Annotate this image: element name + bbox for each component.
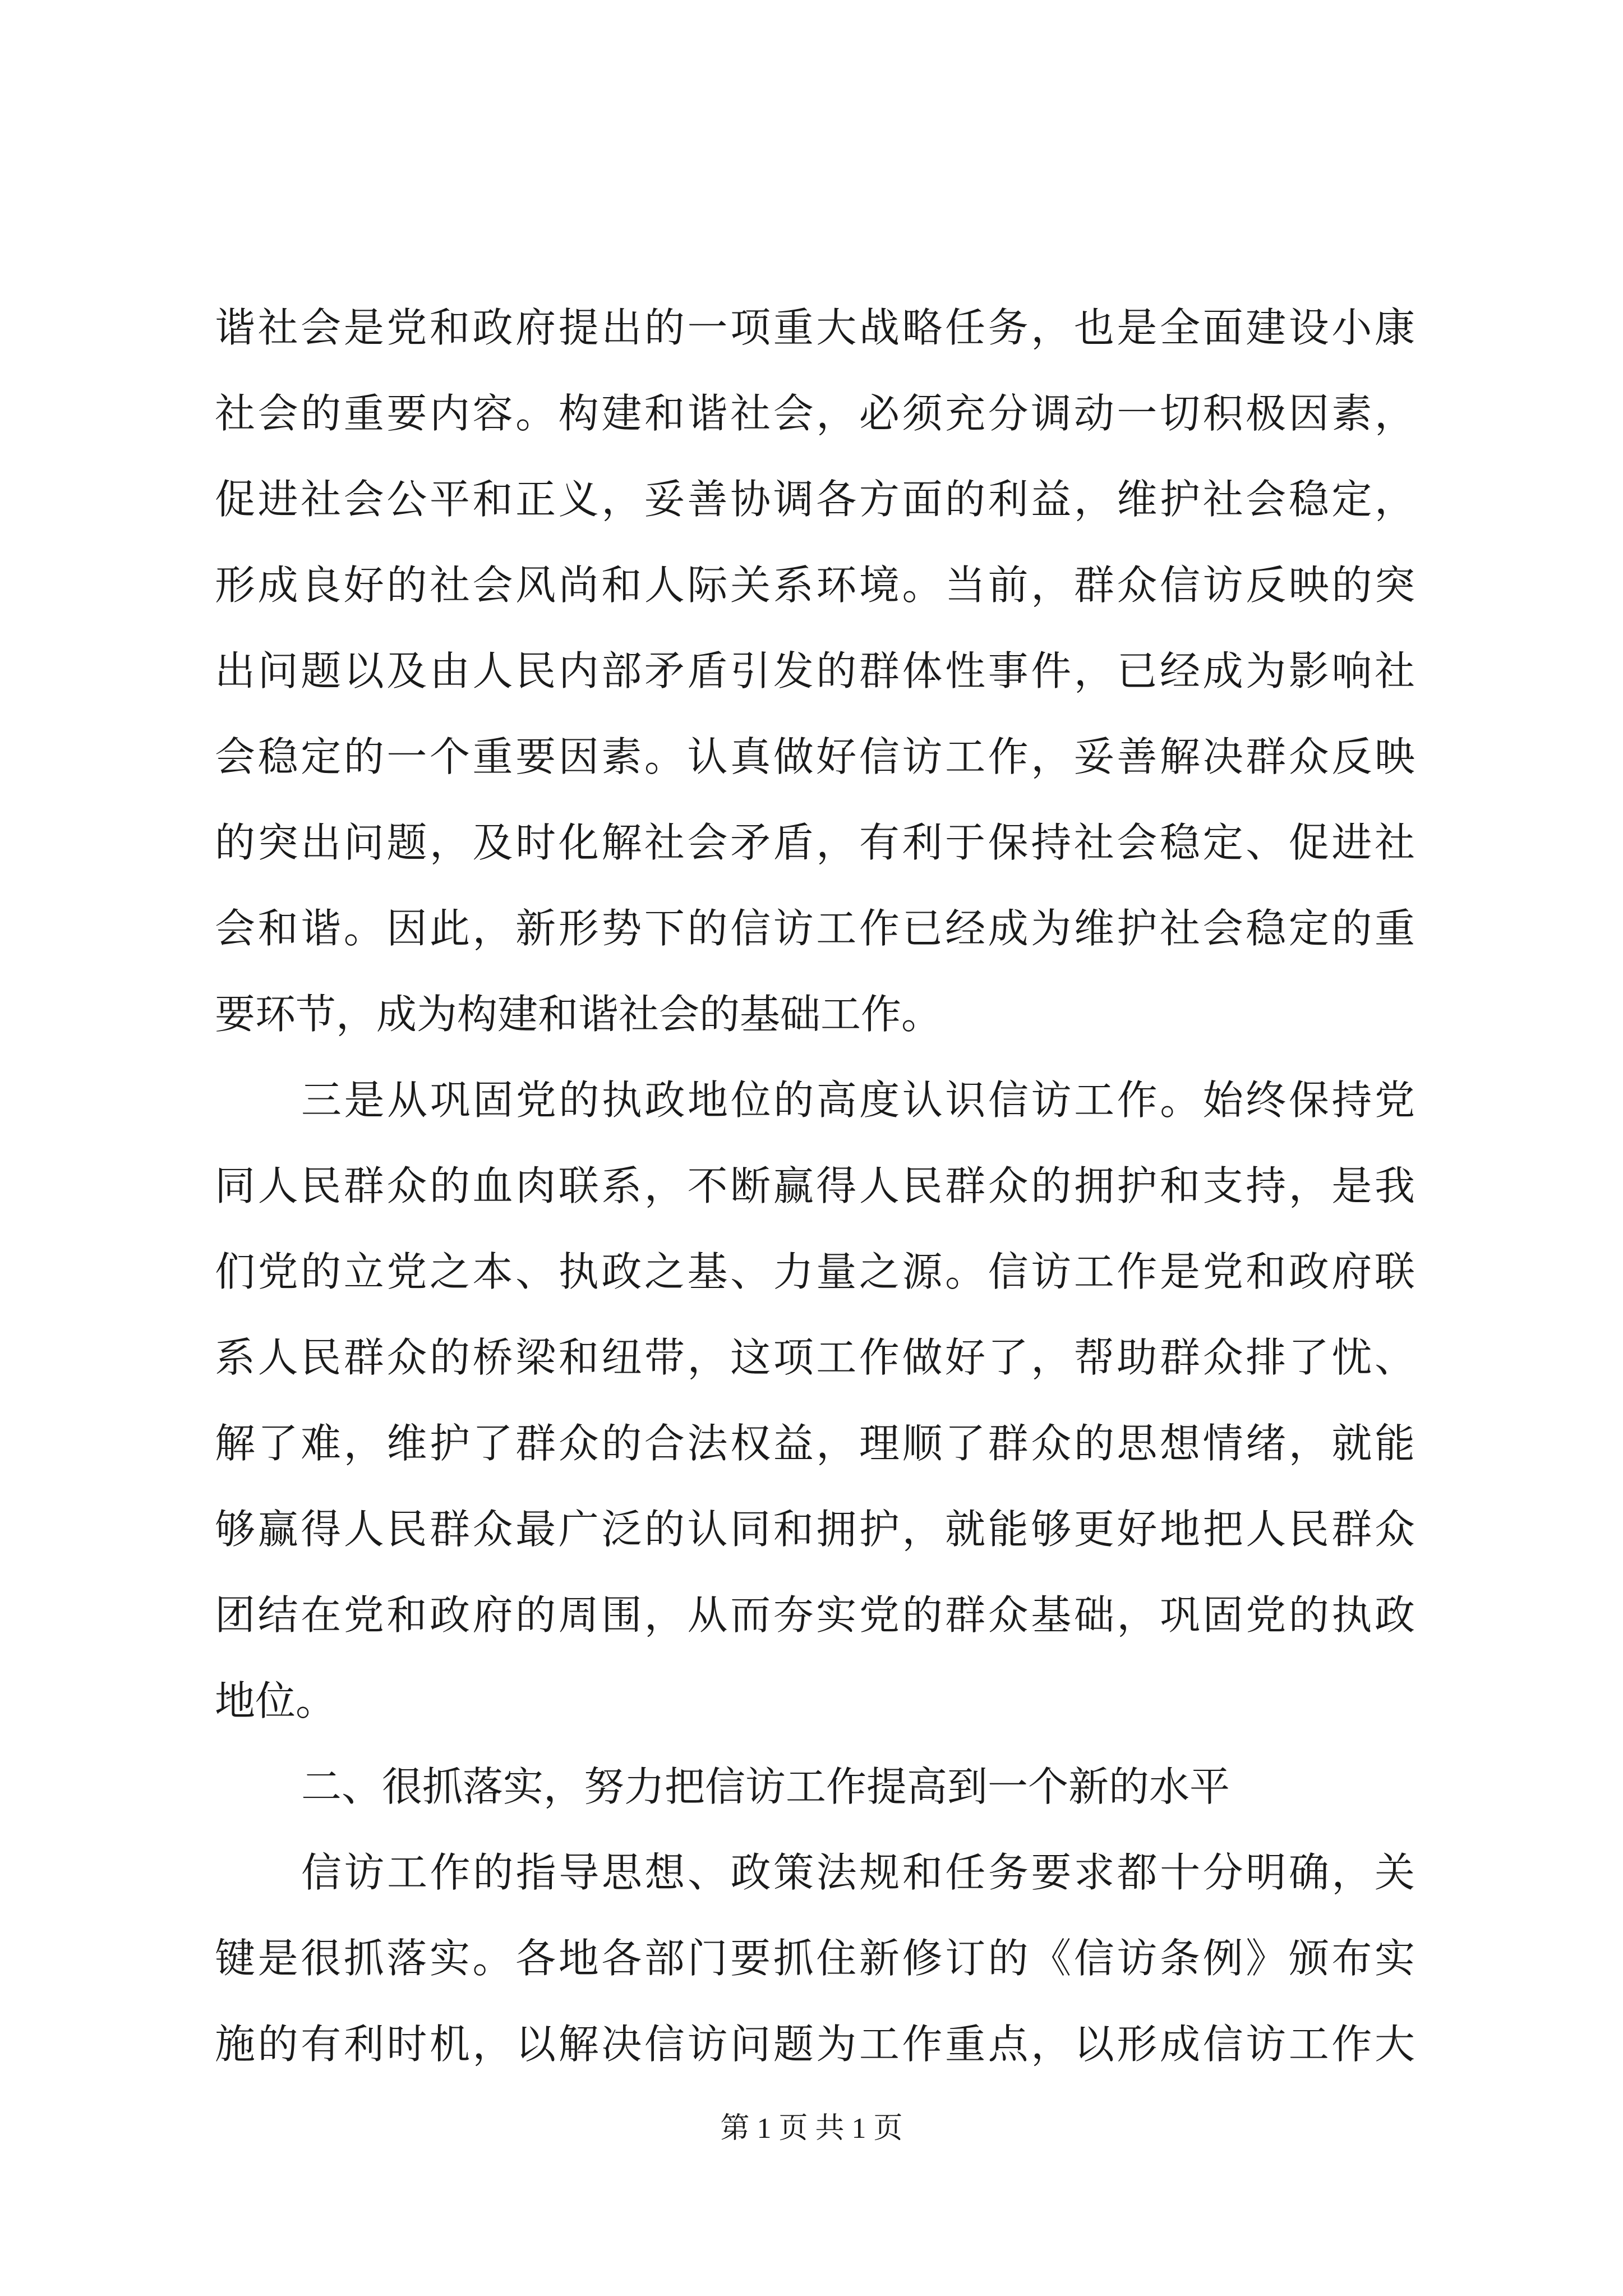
text-line: 同人民群众的血肉联系，不断赢得人民群众的拥护和支持，是我 <box>215 1162 1415 1209</box>
document-body <box>215 285 1415 2087</box>
text-line: 会稳定的一个重要因素。认真做好信访工作，妥善解决群众反映 <box>215 733 1415 780</box>
text-line: 出问题以及由人民内部矛盾引发的群体性事件，已经成为影响社 <box>215 647 1415 694</box>
paragraph-start-line: 三是从巩固党的执政地位的高度认识信访工作。始终保持党 <box>301 1076 1415 1124</box>
text-line: 的突出问题，及时化解社会矛盾，有利于保持社会稳定、促进社 <box>215 819 1415 866</box>
text-line: 施的有利时机，以解决信访问题为工作重点，以形成信访工作大 <box>215 2021 1415 2068</box>
text-line: 地位。 <box>215 1677 336 1724</box>
text-line: 社会的重要内容。构建和谐社会，必须充分调动一切积极因素， <box>215 390 1415 437</box>
page-number-footer: 第 1 页 共 1 页 <box>720 2113 903 2145</box>
text-line: 促进社会公平和正义，妥善协调各方面的利益，维护社会稳定， <box>215 476 1415 523</box>
text-line: 们党的立党之本、执政之基、力量之源。信访工作是党和政府联 <box>215 1248 1415 1295</box>
text-line: 解了难，维护了群众的合法权益，理顺了群众的思想情绪，就能 <box>215 1420 1415 1467</box>
text-line: 谐社会是党和政府提出的一项重大战略任务，也是全面建设小康 <box>215 304 1415 351</box>
paragraph-start-line: 信访工作的指导思想、政策法规和任务要求都十分明确，关 <box>301 1849 1415 1896</box>
text-line: 要环节，成为构建和谐社会的基础工作。 <box>215 991 942 1038</box>
section-heading: 二、很抓落实，努力把信访工作提高到一个新的水平 <box>301 1763 1230 1810</box>
text-line: 团结在党和政府的周围，从而夯实党的群众基础，巩固党的执政 <box>215 1591 1415 1639</box>
text-line: 键是很抓落实。各地各部门要抓住新修订的《信访条例》颁布实 <box>215 1935 1415 1982</box>
text-line: 够赢得人民群众最广泛的认同和拥护，就能够更好地把人民群众 <box>215 1506 1415 1553</box>
text-line: 形成良好的社会风尚和人际关系环境。当前，群众信访反映的突 <box>215 562 1415 609</box>
text-line: 系人民群众的桥梁和纽带，这项工作做好了，帮助群众排了忧、 <box>215 1334 1415 1381</box>
text-line: 会和谐。因此，新形势下的信访工作已经成为维护社会稳定的重 <box>215 905 1415 952</box>
